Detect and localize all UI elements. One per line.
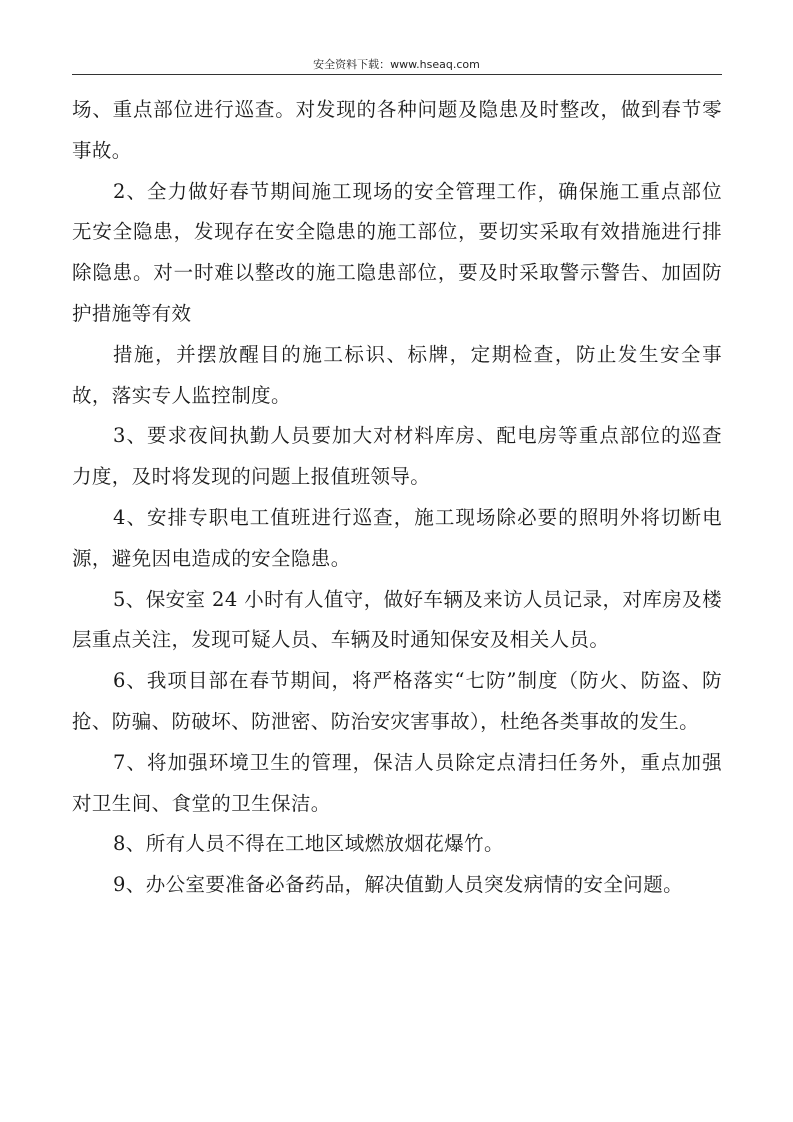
paragraph-item-7: 7、将加强环境卫生的管理，保洁人员除定点清扫任务外，重点加强对卫生间、食堂的卫生保洁。 [72,750,722,815]
paragraph-item-9: 9、办公室要准备必备药品，解决值勤人员突发病情的安全问题。 [113,873,684,897]
paragraph-item-6: 6、我项目部在春节期间，将严格落实“七防”制度（防火、防盗、防抢、防骗、防破坏、防泄密、防治安灾害事故），杜绝各类事故的发生。 [72,669,722,733]
paragraph-continuation: 场、重点部位进行巡查。对发现的各种问题及隐患及时整改，做到春节零事故。 [72,98,722,162]
document-body [72,90,722,906]
paragraph-item-8: 8、所有人员不得在工地区域燃放烟花爆竹。 [113,832,504,856]
paragraph-item-5: 5、保安室 24 小时有人值守，做好车辆及来访人员记录，对库房及楼层重点关注，发现可疑人员、车辆及时通知保安及相关人员。 [72,587,722,652]
page-header: 安全资料下载：www.hseaq.com [313,58,480,71]
paragraph-item-3: 3、要求夜间执勤人员要加大对材料库房、配电房等重点部位的巡查力度，及时将发现的问题上报值班领导。 [72,424,722,489]
paragraph-item-2-continued: 措施，并摆放醒目的施工标识、标牌，定期检查，防止发生安全事故，落实专人监控制度。 [72,342,722,407]
paragraph-item-4: 4、安排专职电工值班进行巡查，施工现场除必要的照明外将切断电源，避免因电造成的安全隐患。 [72,505,722,570]
header-divider [72,74,722,75]
paragraph-item-2: 2、全力做好春节期间施工现场的安全管理工作，确保施工重点部位无安全隐患，发现存在安全隐患的施工部位，要切实采取有效措施进行排除隐患。对一时难以整改的施工隐患部位，要及时采取警示警告、加固防护措施等有效 [72,179,722,325]
